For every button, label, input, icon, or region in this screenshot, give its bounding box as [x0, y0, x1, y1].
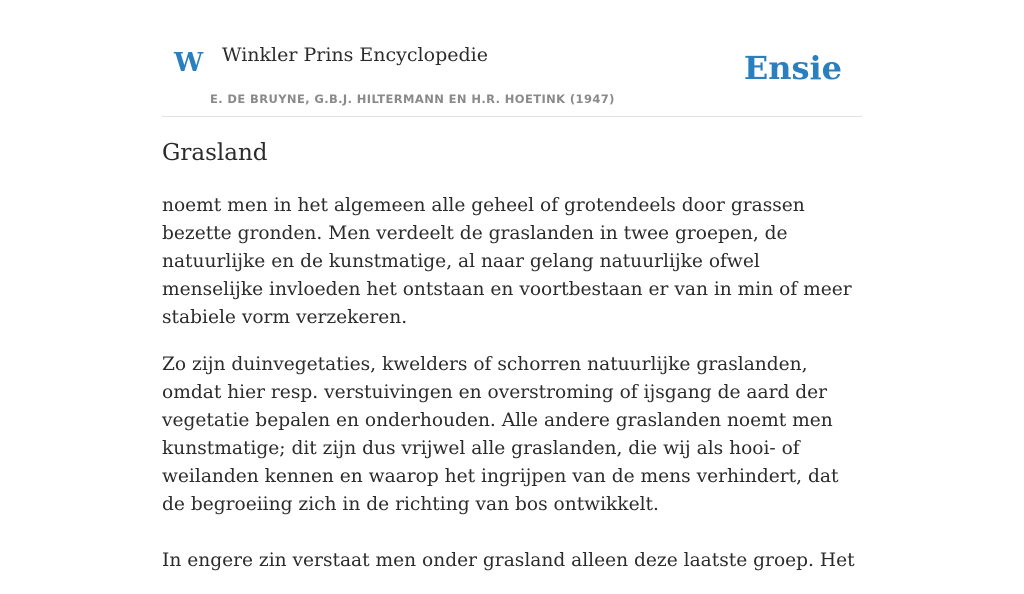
paragraph-1: noemt men in het algemeen alle geheel of grotendeels door grassen bezette gronden. Men verdeelt de graslanden in twee groepen, de natuurlijke en de kunstmatige, al naar gelang natuurlijke ofwel menselijke invloeden het ontstaan en voortbestaan er van in min of meer stabiele vorm verzekeren. [162, 195, 852, 328]
paragraph-2: Zo zijn duinvegetaties, kwelders of schorren natuurlijke graslanden, omdat hier resp. verstuivingen en overstroming of ijsgang de aard der vegetatie bepalen en onderhouden. Alle andere graslanden noemt men kunstmatige; dit zijn dus vrijwel alle graslanden, die wij als hooi- of weilanden kennen en waarop het ingrijpen van de mens verhindert, dat de begroeiing zich in de richting van bos ontwikkelt. [162, 354, 839, 515]
entry-title: Grasland [162, 140, 268, 166]
paragraph-3: In engere zin verstaat men onder grasland alleen deze laatste groep. Het [162, 550, 855, 571]
winkler-prins-logo[interactable]: W [174, 48, 204, 78]
article-page [162, 0, 862, 571]
header [162, 0, 862, 117]
book-title[interactable]: Winkler Prins Encyclopedie [222, 44, 488, 66]
ensie-logo[interactable]: Ensie [743, 49, 842, 87]
entry-body [162, 192, 862, 594]
book-authors: E. DE BRUYNE, G.B.J. HILTERMANN EN H.R. HOETINK (1947) [210, 92, 615, 106]
